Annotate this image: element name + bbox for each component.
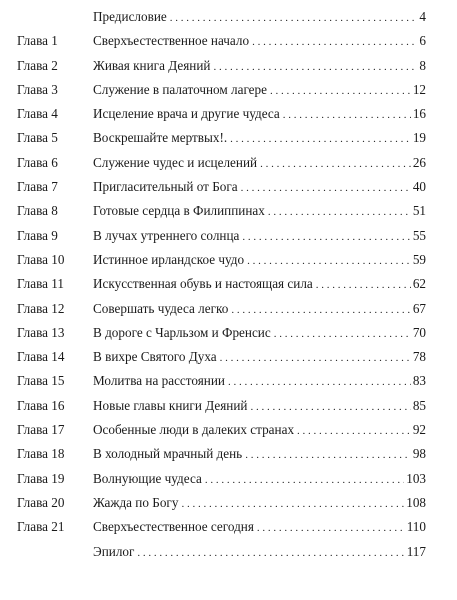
- chapter-label: Глава 19: [17, 470, 65, 486]
- entry-title: В дороге с Чарльзом и Френсис: [93, 321, 274, 345]
- toc-entry[interactable]: [0, 442, 457, 466]
- page-number: 6: [417, 29, 426, 53]
- page-number: 16: [411, 102, 426, 126]
- page-number: 19: [411, 126, 426, 150]
- page-number: 98: [411, 442, 426, 466]
- entry-title: Живая книга Деяний: [93, 54, 213, 78]
- dot-leader: [268, 200, 411, 224]
- toc-entry[interactable]: [0, 345, 457, 369]
- entry-title: Служение в палаточном лагере: [93, 78, 270, 102]
- chapter-label: Глава 4: [17, 106, 58, 122]
- entry-title: Предисловие: [93, 5, 170, 29]
- dot-leader: [205, 468, 404, 492]
- chapter-label: Глава 20: [17, 494, 65, 510]
- chapter-label: Глава 16: [17, 397, 65, 413]
- entry-title: Исцеление врача и другие чудеса: [93, 102, 283, 126]
- entry-title: Совершать чудеса легко: [93, 297, 231, 321]
- entry-title: Особенные люди в далеких странах: [93, 418, 297, 442]
- dot-leader: [283, 103, 411, 127]
- toc-entry[interactable]: [0, 175, 457, 199]
- toc-entry[interactable]: [0, 102, 457, 126]
- chapter-label: Глава 6: [17, 154, 58, 170]
- toc-entry[interactable]: [0, 29, 457, 53]
- page-number: 12: [411, 78, 426, 102]
- entry-title: Молитва на расстоянии: [93, 369, 228, 393]
- page-number: 26: [411, 151, 426, 175]
- chapter-label: Глава 5: [17, 130, 58, 146]
- toc-entry[interactable]: [0, 394, 457, 418]
- page-number: 83: [411, 369, 426, 393]
- page-number: 108: [404, 491, 426, 515]
- page-number: 59: [411, 248, 426, 272]
- entry-title: Сверхъестественное сегодня: [93, 515, 257, 539]
- page-number: 103: [404, 467, 426, 491]
- toc-entry[interactable]: [0, 491, 457, 515]
- dot-leader: [245, 443, 411, 467]
- page-number: 92: [411, 418, 426, 442]
- page-number: 117: [405, 540, 426, 564]
- entry-title: В холодный мрачный день: [93, 442, 245, 466]
- toc-entry[interactable]: [0, 540, 457, 564]
- page-number: 8: [417, 54, 426, 78]
- dot-leader: [228, 370, 411, 394]
- chapter-label: Глава 13: [17, 324, 65, 340]
- chapter-label: Глава 9: [17, 227, 58, 243]
- chapter-label: Глава 21: [17, 519, 65, 535]
- dot-leader: [260, 152, 411, 176]
- table-of-contents: [0, 5, 457, 564]
- entry-title: Эпилог: [93, 540, 137, 564]
- dot-leader: [181, 492, 404, 516]
- chapter-label: Глава 8: [17, 203, 58, 219]
- dot-leader: [241, 176, 411, 200]
- dot-leader: [242, 225, 410, 249]
- toc-entry[interactable]: [0, 5, 457, 29]
- toc-entry[interactable]: [0, 467, 457, 491]
- toc-entry[interactable]: [0, 272, 457, 296]
- entry-title: Жажда по Богу: [93, 491, 181, 515]
- page-number: 110: [405, 515, 426, 539]
- dot-leader: [257, 516, 405, 540]
- chapter-label: Глава 17: [17, 422, 65, 438]
- chapter-label: Глава 14: [17, 349, 65, 365]
- dot-leader: [213, 55, 417, 79]
- page-number: 70: [411, 321, 426, 345]
- page-number: 67: [411, 297, 426, 321]
- toc-entry[interactable]: [0, 248, 457, 272]
- toc-entry[interactable]: [0, 224, 457, 248]
- dot-leader: [231, 298, 410, 322]
- toc-entry[interactable]: [0, 54, 457, 78]
- dot-leader: [250, 395, 410, 419]
- entry-title: Истинное ирландское чудо: [93, 248, 247, 272]
- dot-leader: [220, 346, 411, 370]
- entry-title: Искусственная обувь и настоящая сила: [93, 272, 316, 296]
- toc-entry[interactable]: [0, 297, 457, 321]
- entry-title: В вихре Святого Духа: [93, 345, 220, 369]
- entry-title: Пригласительный от Бога: [93, 175, 241, 199]
- page-number: 85: [411, 394, 426, 418]
- dot-leader: [252, 30, 417, 54]
- toc-entry[interactable]: [0, 369, 457, 393]
- chapter-label: Глава 2: [17, 57, 58, 73]
- toc-entry[interactable]: [0, 126, 457, 150]
- chapter-label: Глава 10: [17, 251, 65, 267]
- dot-leader: [137, 541, 404, 565]
- dot-leader: [316, 273, 411, 297]
- page-number: 55: [411, 224, 426, 248]
- dot-leader: [274, 322, 411, 346]
- entry-title: Воскрешайте мертвых!.: [93, 126, 230, 150]
- chapter-label: Глава 18: [17, 446, 65, 462]
- entry-title: Новые главы книги Деяний: [93, 394, 250, 418]
- toc-entry[interactable]: [0, 199, 457, 223]
- entry-title: Сверхъестественное начало: [93, 29, 252, 53]
- chapter-label: Глава 1: [17, 33, 58, 49]
- page-number: 62: [411, 272, 426, 296]
- entry-title: В лучах утреннего солнца: [93, 224, 242, 248]
- page-number: 40: [411, 175, 426, 199]
- entry-title: Служение чудес и исцелений: [93, 151, 260, 175]
- entry-title: Волнующие чудеса: [93, 467, 205, 491]
- toc-entry[interactable]: [0, 321, 457, 345]
- dot-leader: [270, 79, 411, 103]
- dot-leader: [297, 419, 411, 443]
- dot-leader: [170, 6, 418, 30]
- toc-entry[interactable]: [0, 515, 457, 539]
- chapter-label: Глава 3: [17, 81, 58, 97]
- page-number: 78: [411, 345, 426, 369]
- page-number: 4: [417, 5, 426, 29]
- page-number: 51: [411, 199, 426, 223]
- chapter-label: Глава 15: [17, 373, 65, 389]
- dot-leader: [230, 127, 411, 151]
- toc-entry[interactable]: [0, 151, 457, 175]
- chapter-label: Глава 7: [17, 179, 58, 195]
- chapter-label: Глава 11: [17, 276, 64, 292]
- entry-title: Готовые сердца в Филиппинах: [93, 199, 268, 223]
- chapter-label: Глава 12: [17, 300, 65, 316]
- dot-leader: [247, 249, 411, 273]
- toc-entry[interactable]: [0, 418, 457, 442]
- toc-entry[interactable]: [0, 78, 457, 102]
